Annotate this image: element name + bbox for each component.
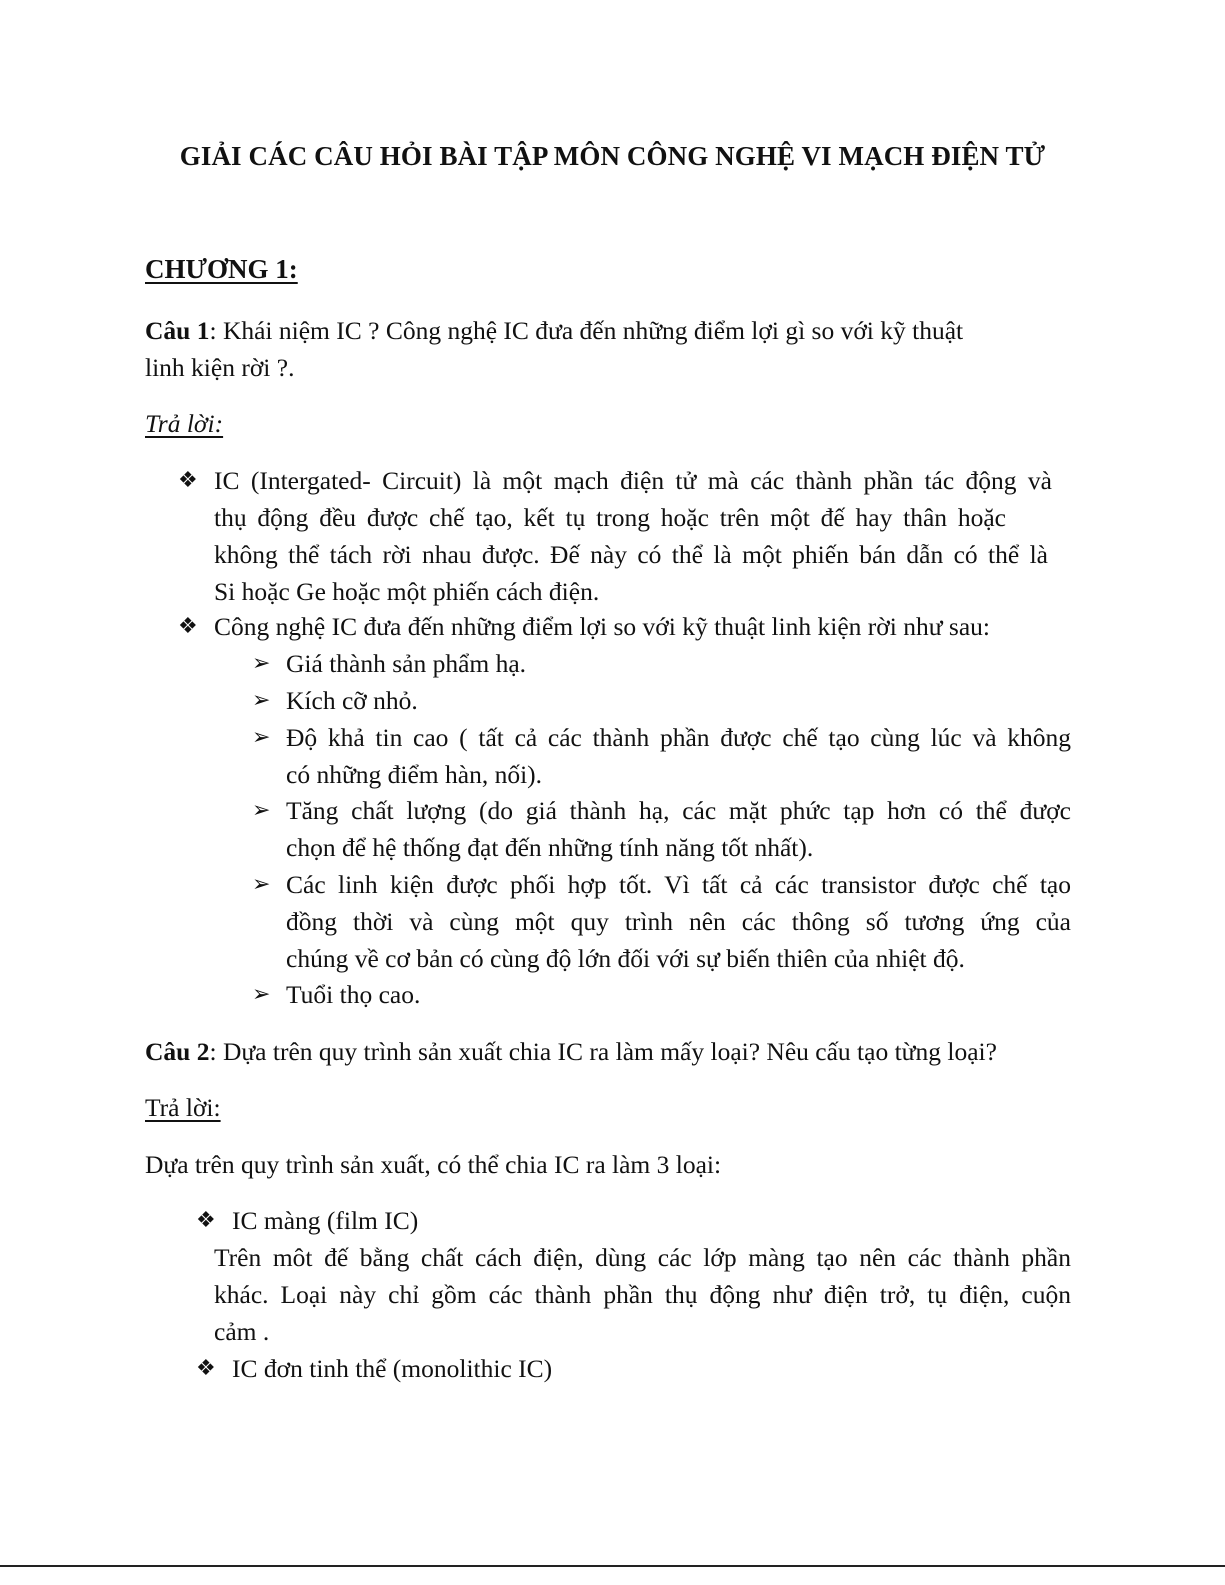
question-2-text: : Dựa trên quy trình sản xuất chia IC ra làm mấy loại? Nêu cấu tạo từng loại? [209, 1037, 997, 1066]
arrow-bullet-icon: ➢ [252, 982, 271, 1007]
q1-bullet-2-line-1: Công nghệ IC đưa đến những điểm lợi so với kỹ thuật linh kiện rời như sau: [214, 612, 991, 641]
diamond-bullet-icon: ❖ [196, 1208, 216, 1233]
question-1-text: : Khái niệm IC ? Công nghệ IC đưa đến những điểm lợi gì so với kỹ thuật [209, 316, 964, 345]
question-2-line-1 [145, 1033, 997, 1070]
answer-2-label: Trả lời: [145, 1093, 221, 1122]
q1-bullet-1-line-3: không thể tách rời nhau được. Đế này có thể là một phiến bán dẫn có thể là [214, 540, 1048, 569]
q1-bullet-1-line-1: IC (Intergated- Circuit) là một mạch điện tử mà các thành phần tác động và [214, 466, 1052, 495]
q1-item-5-line-1: Các linh kiện được phối hợp tốt. Vì tất cả các transistor được chế tạo [286, 870, 1071, 899]
arrow-bullet-icon: ➢ [252, 725, 271, 750]
question-1-line-2: linh kiện rời ?. [145, 353, 295, 382]
question-1-line-1 [145, 312, 963, 349]
arrow-bullet-icon: ➢ [252, 688, 271, 713]
q2-bullet-1-body [214, 1239, 1071, 1350]
answer-2-intro: Dựa trên quy trình sản xuất, có thể chia IC ra làm 3 loại: [145, 1150, 722, 1179]
q1-item-6: Tuổi thọ cao. [286, 980, 421, 1009]
diamond-bullet-icon: ❖ [178, 468, 198, 493]
q1-item-4-line-1: Tăng chất lượng (do giá thành hạ, các mặt phức tạp hơn có thể được [286, 796, 1071, 825]
diamond-bullet-icon: ❖ [178, 614, 198, 639]
q1-item-1: Giá thành sản phẩm hạ. [286, 649, 527, 678]
q2-bullet-1-line-3: cảm . [214, 1317, 270, 1346]
q1-item-5-line-3: chúng về cơ bản có cùng độ lớn đối với sự biến thiên của nhiệt độ. [286, 944, 965, 973]
chapter-heading: CHƯƠNG 1: [145, 254, 298, 284]
arrow-bullet-icon: ➢ [252, 651, 271, 676]
arrow-bullet-icon: ➢ [252, 872, 271, 897]
arrow-bullet-icon: ➢ [252, 798, 271, 823]
document-title: GIẢI CÁC CÂU HỎI BÀI TẬP MÔN CÔNG NGHỆ VI MẠCH ĐIỆN TỬ [179, 141, 1046, 171]
q2-bullet-1-heading: IC màng (film IC) [232, 1206, 419, 1235]
q1-item-4 [286, 792, 1071, 866]
diamond-bullet-icon: ❖ [196, 1356, 216, 1381]
q1-item-5-line-2: đồng thời và cùng một quy trình nên các thông số tương ứng của [286, 907, 1071, 936]
q1-bullet-1-line-2: thụ động đều được chế tạo, kết tụ trong hoặc trên một đế hay thân hoặc [214, 503, 1006, 532]
q1-bullet-1-line-4: Si hoặc Ge hoặc một phiến cách điện. [214, 577, 600, 606]
q1-bullet-1 [214, 462, 1052, 610]
q1-item-5 [286, 866, 1071, 977]
q1-item-4-line-2: chọn để hệ thống đạt đến những tính năng tốt nhất). [286, 833, 814, 862]
q1-item-3-line-1: Độ khả tin cao ( tất cả các thành phần được chế tạo cùng lúc và không [286, 723, 1071, 752]
question-2-label: Câu 2 [145, 1037, 210, 1066]
q2-bullet-2-heading: IC đơn tinh thể (monolithic IC) [232, 1354, 553, 1383]
q2-bullet-1-line-2: khác. Loại này chỉ gồm các thành phần thụ động như điện trở, tụ điện, cuộn [214, 1280, 1071, 1309]
q1-item-2: Kích cỡ nhỏ. [286, 686, 418, 715]
q1-item-3 [286, 719, 1071, 793]
q2-bullet-1-line-1: Trên môt đế bằng chất cách điện, dùng các lớp màng tạo nên các thành phần [214, 1243, 1071, 1272]
question-1-label: Câu 1 [145, 316, 210, 345]
page-bottom-border [0, 1565, 1225, 1567]
answer-1-label: Trả lời: [145, 409, 224, 438]
q1-item-3-line-2: có những điểm hàn, nối). [286, 760, 543, 789]
